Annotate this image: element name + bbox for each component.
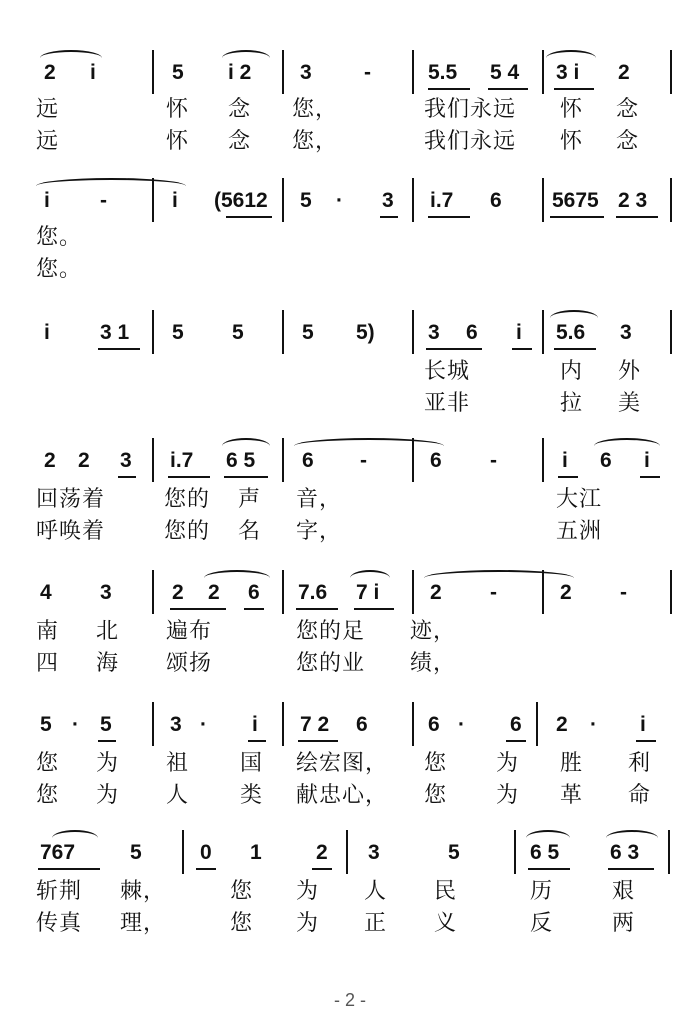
note: 4	[40, 581, 52, 604]
note: 2	[556, 713, 568, 736]
barline	[152, 438, 154, 482]
note: 5	[40, 713, 52, 736]
lyric: 国	[240, 751, 264, 776]
note: 6 5	[226, 449, 256, 472]
lyric: 亚非	[424, 391, 471, 416]
underline	[488, 88, 528, 90]
lyric: 长城	[424, 359, 471, 384]
barline	[668, 830, 670, 874]
note: 3	[368, 841, 380, 864]
barline	[152, 702, 154, 746]
lyric: 北	[96, 619, 120, 644]
lyric: 五洲	[556, 519, 603, 544]
notation-line	[0, 310, 700, 350]
barline	[542, 50, 544, 94]
note: ·	[590, 713, 597, 736]
notation-line	[0, 702, 700, 742]
note: 6	[466, 321, 478, 344]
note: 6	[248, 581, 260, 604]
barline	[542, 438, 544, 482]
underline	[248, 740, 266, 742]
lyric: 利	[628, 751, 652, 776]
barline	[152, 570, 154, 614]
lyric: 怀	[560, 129, 584, 154]
lyric: 为	[96, 751, 120, 776]
notation-line	[0, 178, 700, 218]
underline	[224, 476, 268, 478]
barline	[536, 702, 538, 746]
lyric: 念	[228, 129, 252, 154]
barline	[152, 50, 154, 94]
lyric: 民	[434, 879, 458, 904]
note: i	[644, 449, 650, 472]
lyric: 传真	[36, 911, 83, 936]
note: -	[490, 581, 497, 604]
lyric: 美	[618, 391, 642, 416]
note: 5.5	[428, 61, 458, 84]
note: 6 3	[610, 841, 640, 864]
notation-line	[0, 830, 700, 870]
note: 2	[172, 581, 184, 604]
underline	[528, 868, 570, 870]
lyric: 棘，	[120, 879, 167, 904]
underline	[512, 348, 532, 350]
barline	[282, 50, 284, 94]
note: 2	[208, 581, 220, 604]
lyric: 为	[96, 783, 120, 808]
underline	[196, 868, 216, 870]
note: 6	[428, 713, 440, 736]
notation-line	[0, 50, 700, 90]
lyric: 胜	[560, 751, 584, 776]
underline	[118, 476, 136, 478]
lyric: 您的	[164, 487, 211, 512]
note: i	[252, 713, 258, 736]
note: 6 5	[530, 841, 560, 864]
lyric: 您的足	[296, 619, 366, 644]
note: i	[562, 449, 568, 472]
barline	[670, 570, 672, 614]
barline	[412, 438, 414, 482]
barline	[282, 702, 284, 746]
note: i	[44, 189, 50, 212]
note: 3 1	[100, 321, 130, 344]
underline	[168, 476, 210, 478]
lyric: 您，	[292, 129, 339, 154]
barline	[282, 438, 284, 482]
note: 5	[300, 189, 312, 212]
note: 2	[560, 581, 572, 604]
note: i	[172, 189, 178, 212]
note: -	[100, 189, 107, 212]
note: 6	[510, 713, 522, 736]
lyric: 念	[616, 97, 640, 122]
lyric: 您。	[36, 257, 83, 282]
note: ·	[336, 189, 343, 212]
note: i	[640, 713, 646, 736]
lyric: 迹，	[410, 619, 457, 644]
page-number: - 2 -	[333, 990, 366, 1010]
note: -	[620, 581, 627, 604]
note: 3	[620, 321, 632, 344]
slur	[424, 570, 574, 586]
note: 2	[44, 61, 56, 84]
note: 5675	[552, 189, 599, 212]
lyric: 献忠心，	[296, 783, 389, 808]
underline	[506, 740, 526, 742]
note: i.7	[430, 189, 454, 212]
note: ·	[458, 713, 465, 736]
note: 7.6	[298, 581, 328, 604]
note: 5 4	[490, 61, 520, 84]
lyric: 远	[36, 129, 60, 154]
underline	[640, 476, 660, 478]
lyric: 两	[612, 911, 636, 936]
note: i.7	[170, 449, 194, 472]
note: 5	[232, 321, 244, 344]
barline	[412, 178, 414, 222]
barline	[412, 702, 414, 746]
barline	[670, 178, 672, 222]
note: 5	[302, 321, 314, 344]
barline	[670, 50, 672, 94]
lyric: 为	[496, 751, 520, 776]
note: -	[490, 449, 497, 472]
barline	[412, 310, 414, 354]
underline	[554, 88, 594, 90]
note: i 2	[228, 61, 252, 84]
lyric: 颂扬	[166, 651, 213, 676]
lyric: 您	[36, 751, 60, 776]
lyric: 怀	[560, 97, 584, 122]
lyric: 外	[618, 359, 642, 384]
lyric: 您的	[164, 519, 211, 544]
note: ·	[200, 713, 207, 736]
lyric: 正	[364, 911, 388, 936]
lyric: 您	[230, 911, 254, 936]
note: 7 2	[300, 713, 330, 736]
note: 5	[172, 321, 184, 344]
lyric: 拉	[560, 391, 584, 416]
underline	[428, 88, 470, 90]
barline	[282, 570, 284, 614]
note: 5.6	[556, 321, 586, 344]
notation-line	[0, 438, 700, 478]
underline	[550, 216, 604, 218]
underline	[554, 348, 596, 350]
barline	[346, 830, 348, 874]
lyric: 艰	[612, 879, 636, 904]
barline	[542, 570, 544, 614]
note: 7 i	[356, 581, 380, 604]
lyric: 海	[96, 651, 120, 676]
lyric: 斩荆	[36, 879, 83, 904]
lyric: 遍布	[166, 619, 213, 644]
lyric: 义	[434, 911, 458, 936]
lyric: 声	[238, 487, 262, 512]
note: 3	[170, 713, 182, 736]
barline	[152, 310, 154, 354]
underline	[98, 348, 140, 350]
lyric: 您	[230, 879, 254, 904]
lyric: 您，	[292, 97, 339, 122]
lyric: 反	[530, 911, 554, 936]
underline	[616, 216, 658, 218]
lyric: 我们永远	[424, 129, 517, 154]
lyric: 为	[296, 879, 320, 904]
lyric: 为	[296, 911, 320, 936]
barline	[670, 310, 672, 354]
note: i	[44, 321, 50, 344]
lyric: 革	[560, 783, 584, 808]
lyric: 音，	[296, 487, 343, 512]
note: i	[516, 321, 522, 344]
lyric: 怀	[166, 129, 190, 154]
lyric: 怀	[166, 97, 190, 122]
note: 5	[130, 841, 142, 864]
lyric: 祖	[166, 751, 190, 776]
underline	[38, 868, 100, 870]
note: 6	[490, 189, 502, 212]
underline	[296, 608, 338, 610]
note: ·	[72, 713, 79, 736]
lyric: 命	[628, 783, 652, 808]
barline	[152, 178, 154, 222]
note: 3 i	[556, 61, 580, 84]
lyric: 绘宏图，	[296, 751, 389, 776]
lyric: 大江	[556, 487, 603, 512]
note: i	[90, 61, 96, 84]
barline	[282, 178, 284, 222]
note: 6	[356, 713, 368, 736]
underline	[170, 608, 226, 610]
lyric: 念	[616, 129, 640, 154]
lyric: 呼唤着	[36, 519, 106, 544]
note: 5	[448, 841, 460, 864]
note: 5	[100, 713, 112, 736]
lyric: 历	[530, 879, 554, 904]
underline	[426, 348, 482, 350]
lyric: 您	[424, 751, 448, 776]
lyric: 我们永远	[424, 97, 517, 122]
slur	[36, 178, 186, 194]
lyric: 人	[166, 783, 190, 808]
note: 6	[600, 449, 612, 472]
underline	[244, 608, 264, 610]
lyric: 南	[36, 619, 60, 644]
lyric: 名	[238, 519, 262, 544]
underline	[428, 216, 470, 218]
note: 1	[250, 841, 262, 864]
note: 3	[300, 61, 312, 84]
barline	[182, 830, 184, 874]
note: 2 3	[618, 189, 648, 212]
slur	[294, 438, 444, 454]
note: 2	[316, 841, 328, 864]
lyric: 四	[36, 651, 60, 676]
lyric: 您的业	[296, 651, 366, 676]
note: 2	[78, 449, 90, 472]
barline	[412, 50, 414, 94]
note: 3	[100, 581, 112, 604]
note: 5)	[356, 321, 375, 344]
note: 6	[302, 449, 314, 472]
lyric: 内	[560, 359, 584, 384]
underline	[380, 216, 398, 218]
note: -	[360, 449, 367, 472]
lyric: 字，	[296, 519, 343, 544]
lyric: 您	[424, 783, 448, 808]
note: 5	[172, 61, 184, 84]
lyric: 绩，	[410, 651, 457, 676]
note: 2	[618, 61, 630, 84]
lyric: 为	[496, 783, 520, 808]
note: 3	[382, 189, 394, 212]
barline	[542, 310, 544, 354]
underline	[312, 868, 332, 870]
lyric: 回荡着	[36, 487, 106, 512]
note: 767	[40, 841, 76, 864]
note: (5612	[214, 189, 268, 212]
lyric: 理，	[120, 911, 167, 936]
note: 2	[430, 581, 442, 604]
note: 0	[200, 841, 212, 864]
underline	[636, 740, 656, 742]
lyric-line-1: 远	[36, 97, 60, 122]
barline	[282, 310, 284, 354]
lyric: 人	[364, 879, 388, 904]
note: 3	[120, 449, 132, 472]
barline	[514, 830, 516, 874]
lyric: 类	[240, 783, 264, 808]
underline	[226, 216, 272, 218]
lyric: 您	[36, 783, 60, 808]
notation-line	[0, 570, 700, 610]
note: -	[364, 61, 371, 84]
barline	[542, 178, 544, 222]
note: 2	[44, 449, 56, 472]
underline	[354, 608, 394, 610]
lyric: 念	[228, 97, 252, 122]
note: 3	[428, 321, 440, 344]
underline	[298, 740, 338, 742]
underline	[98, 740, 116, 742]
underline	[558, 476, 578, 478]
underline	[608, 868, 654, 870]
lyric: 您。	[36, 225, 83, 250]
barline	[412, 570, 414, 614]
note: 6	[430, 449, 442, 472]
